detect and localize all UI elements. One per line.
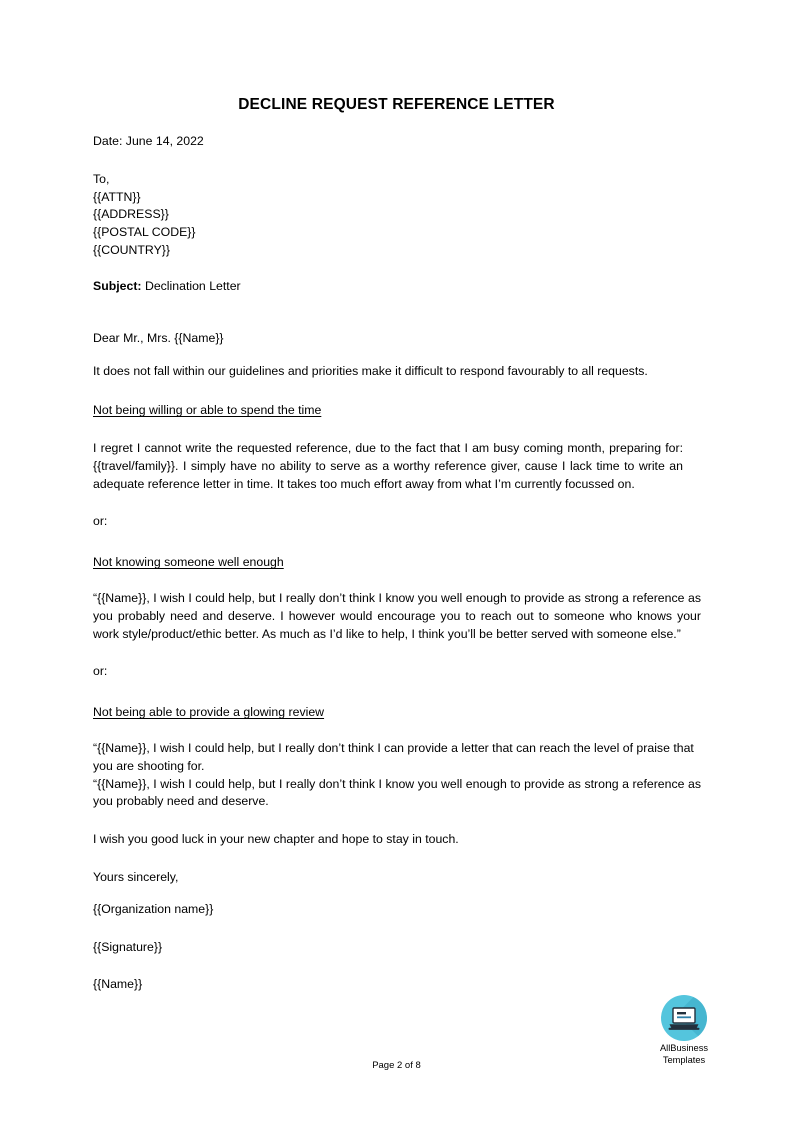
spacer	[93, 260, 700, 278]
spacer	[93, 722, 700, 740]
spacer	[93, 811, 700, 831]
signature-placeholder: {{Signature}}	[93, 939, 163, 954]
section-body-glowing-line-1: “{{Name}}, I wish I could help, but I really don’t think I can provide a letter that can reach the level of praise that you are shooting for.	[93, 740, 694, 773]
recipient-country: {{COUNTRY}}	[93, 242, 171, 257]
page-number: Page 2 of 8	[372, 1060, 421, 1071]
signer-name: {{Name}}	[93, 977, 143, 992]
section-body-knowing: “{{Name}}, I wish I could help, but I really don’t think I know you well enough to provide as strong a reference as you probably need and deserve. I however would encourage you to reach out to someone who knows your work style/product/ethic better. As much as I’d like to help, I think you’ll be better served with someone else.”	[93, 590, 701, 641]
spacer	[93, 420, 700, 440]
recipient-attn: {{ATTN}}	[93, 189, 141, 204]
section-time	[93, 401, 700, 420]
salutation: Dear Mr., Mrs. {{Name}}	[93, 330, 224, 345]
spacer	[93, 572, 700, 590]
subject-line	[93, 278, 700, 296]
subject-value: Declination Letter	[144, 278, 241, 293]
brand-name-line-2: Templates	[662, 1054, 706, 1065]
letter-body	[93, 133, 700, 994]
brand-name	[648, 1043, 720, 1066]
separator-or-1: or:	[93, 514, 108, 529]
spacer	[93, 151, 700, 171]
sign-off: Yours sincerely,	[93, 869, 179, 884]
subject-label: Subject:	[93, 278, 142, 293]
page-title: DECLINE REQUEST REFERENCE LETTER	[238, 96, 555, 113]
spacer	[93, 643, 700, 663]
spacer	[93, 681, 700, 703]
section-body-time: I regret I cannot write the requested reference, due to the fact that I am busy coming month, preparing for: {{travel/family}}. I simply have no ability to serve as a worthy reference giver, cause I lack time to write an adequate reference letter in time. It takes too much effort away from what I’m currently focussed on.	[93, 440, 683, 491]
spacer	[93, 347, 700, 363]
spacer	[93, 296, 700, 330]
recipient-postal-code: {{POSTAL CODE}}	[93, 225, 196, 240]
spacer	[93, 956, 700, 976]
section-heading-time: Not being willing or able to spend the time	[93, 403, 322, 418]
spacer	[93, 531, 700, 553]
recipient-block	[93, 171, 700, 260]
section-body-glowing-line-2: “{{Name}}, I wish I could help, but I really don’t think I know you well enough to provide as strong a reference as you probably need and deserve.	[93, 776, 701, 809]
spacer	[93, 887, 700, 901]
section-glowing	[93, 703, 700, 722]
separator-or-2: or:	[93, 664, 108, 679]
intro-paragraph: It does not fall within our guidelines and priorities make it difficult to respond favourably to all requests.	[93, 364, 648, 379]
section-heading-knowing: Not knowing someone well enough	[93, 555, 284, 570]
laptop-icon	[661, 995, 707, 1041]
organization-name: {{Organization name}}	[93, 901, 214, 916]
spacer	[93, 919, 700, 939]
closing-wish: I wish you good luck in your new chapter and hope to stay in touch.	[93, 832, 459, 847]
section-knowing	[93, 553, 700, 572]
spacer	[93, 493, 700, 513]
section-heading-glowing: Not being able to provide a glowing review	[93, 705, 325, 720]
spacer	[93, 849, 700, 869]
spacer	[93, 381, 700, 401]
brand-name-line-1: AllBusiness	[659, 1043, 709, 1053]
recipient-to-label: To,	[93, 171, 110, 186]
date-line: Date: June 14, 2022	[93, 134, 204, 148]
recipient-address: {{ADDRESS}}	[93, 207, 169, 222]
brand-logo	[648, 995, 720, 1066]
